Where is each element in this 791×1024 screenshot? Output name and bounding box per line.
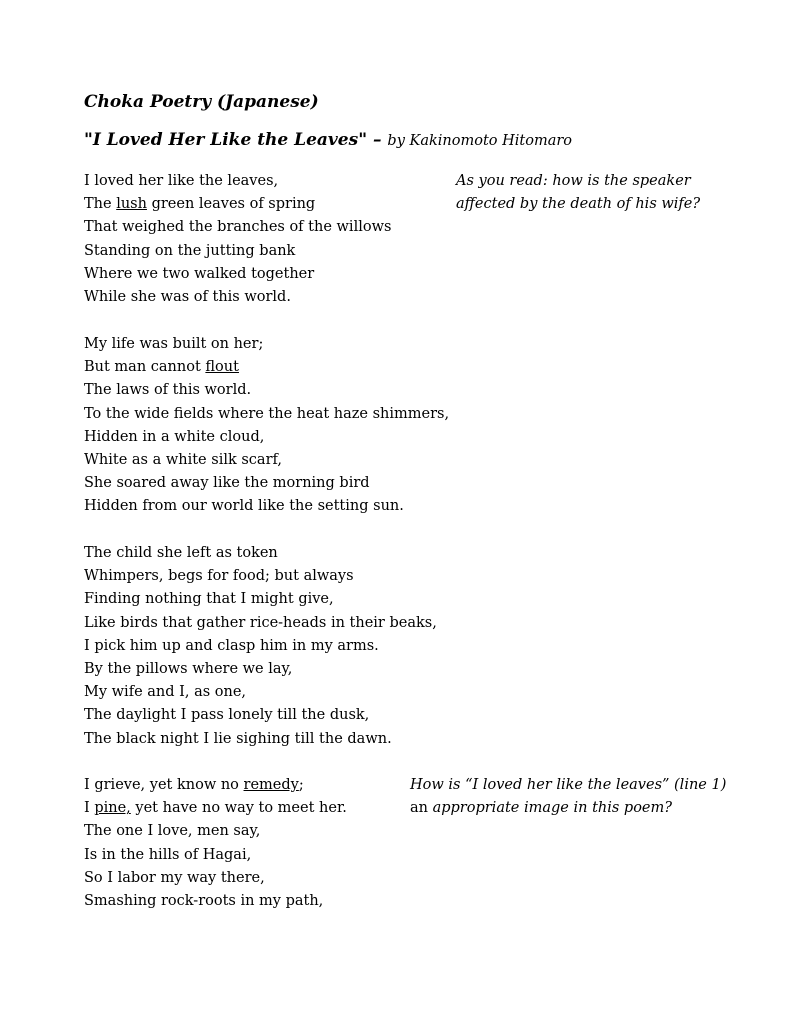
poem-line: My wife and I, as one, (84, 684, 247, 701)
poem-line: That weighed the branches of the willows (84, 219, 392, 236)
poem-title: "I Loved Her Like the Leaves" (84, 130, 368, 150)
line-text: yet have no way to meet her. (130, 800, 347, 817)
poem-line: White as a white silk scarf, (84, 452, 282, 469)
poem-line: Hidden from our world like the setting sun. (84, 498, 404, 515)
poem-line: Like birds that gather rice-heads in their beaks, (84, 614, 437, 631)
vocab-word-pine: pine, (94, 800, 131, 817)
poem-line: She soared away like the morning bird (84, 475, 370, 492)
poem-line: So I labor my way there, (84, 869, 265, 886)
poem-line: By the pillows where we lay, (84, 661, 293, 678)
poem-line (84, 193, 391, 216)
poem-line: The black night I lie sighing till the dawn. (84, 730, 392, 747)
poem-line: I loved her like the leaves, (84, 173, 279, 189)
stanza-2 (84, 333, 449, 519)
reading-question-note (456, 170, 700, 216)
line-text: ; (298, 777, 304, 793)
byline-dash: – (367, 130, 388, 150)
line-text: I (84, 800, 95, 817)
poem-line: Is in the hills of Hagai, (84, 846, 252, 863)
poem-line (84, 774, 347, 797)
poem-line: The laws of this world. (84, 382, 252, 399)
poem-line: The daylight I pass lonely till the dusk, (84, 707, 370, 724)
poem-byline: by Kakinomoto Hitomaro (387, 133, 572, 149)
poem-line: To the wide fields where the heat haze shimmers, (84, 405, 450, 422)
section-title: Choka Poetry (Japanese) (84, 92, 319, 112)
poem-line: Standing on the jutting bank (84, 242, 296, 259)
note-text: appropriate image in this poem? (432, 800, 673, 817)
vocab-word-flout: flout (205, 359, 239, 376)
note-line: affected by the death of his wife? (456, 196, 701, 213)
stanza-3 (84, 542, 437, 751)
line-text: green leaves of spring (146, 196, 316, 213)
line-text: But man cannot (84, 359, 206, 376)
stanza-1 (84, 170, 391, 309)
poem-line: Whimpers, begs for food; but always (84, 568, 354, 585)
poem-line (84, 797, 347, 820)
line-text: I grieve, yet know no (84, 777, 244, 793)
poem-line: Smashing rock-roots in my path, (84, 893, 324, 910)
poem-line: The child she left as token (84, 545, 278, 561)
poem-line: The one I love, men say, (84, 823, 261, 840)
line-text: The (84, 196, 117, 213)
poem-line: Finding nothing that I might give, (84, 591, 334, 608)
poem-title-line (84, 129, 572, 152)
note-line: How is “I loved her like the leaves” (line 1) (410, 777, 727, 793)
vocab-word-lush: lush (116, 196, 147, 213)
poem-line: My life was built on her; (84, 336, 264, 352)
poem-line: While she was of this world. (84, 289, 291, 306)
note-line (410, 797, 726, 820)
poem-line: Where we two walked together (84, 265, 315, 282)
image-question-note (410, 774, 726, 820)
poem-line (84, 356, 449, 379)
poem-line: I pick him up and clasp him in my arms. (84, 637, 379, 654)
note-text: an (410, 800, 433, 817)
note-line: As you read: how is the speaker (456, 173, 691, 189)
poem-line: Hidden in a white cloud, (84, 428, 265, 445)
stanza-4 (84, 774, 347, 913)
vocab-word-remedy: remedy (243, 777, 299, 793)
